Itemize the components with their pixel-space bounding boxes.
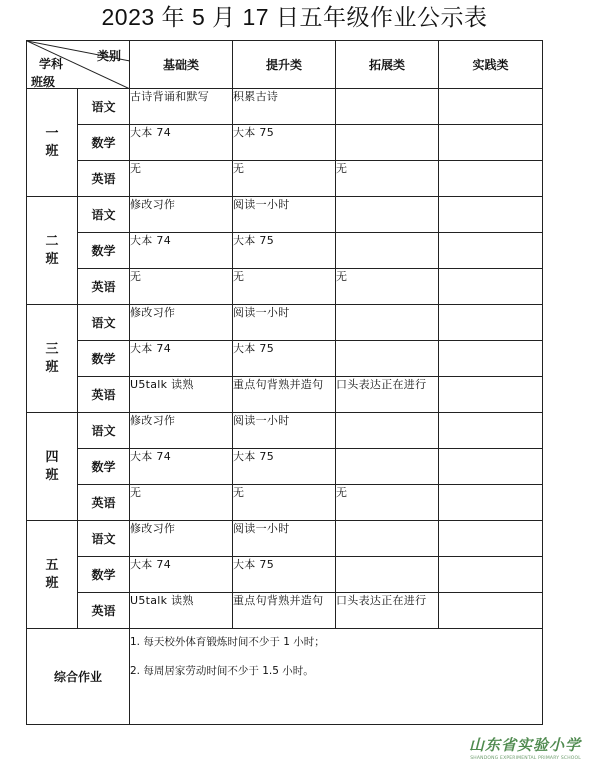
column-header-practice: 实践类 xyxy=(439,41,543,89)
comprehensive-item: 1. 每天校外体育锻炼时间不少于 1 小时； xyxy=(130,636,325,648)
homework-cell: 无 xyxy=(233,485,336,521)
homework-cell xyxy=(336,233,439,269)
class-name-char: 二 xyxy=(45,233,59,249)
subject-cell: 语文 xyxy=(78,305,130,341)
homework-cell xyxy=(439,449,543,485)
class-name-char: 班 xyxy=(45,251,59,267)
homework-cell: 大本 74 xyxy=(130,449,233,485)
subject-cell: 语文 xyxy=(78,89,130,125)
homework-cell: 大本 75 xyxy=(233,233,336,269)
homework-cell: 古诗背诵和默写 xyxy=(130,89,233,125)
subject-cell: 英语 xyxy=(78,269,130,305)
homework-cell: 无 xyxy=(233,269,336,305)
homework-cell xyxy=(439,233,543,269)
subject-cell: 英语 xyxy=(78,377,130,413)
subject-cell: 数学 xyxy=(78,125,130,161)
class-name-char: 班 xyxy=(45,143,59,159)
class-name-char: 班 xyxy=(45,467,59,483)
subject-cell: 数学 xyxy=(78,233,130,269)
column-header-extend: 拓展类 xyxy=(336,41,439,89)
table-row xyxy=(27,413,543,449)
homework-cell: 修改习作 xyxy=(130,305,233,341)
homework-cell xyxy=(439,269,543,305)
class-name-cell xyxy=(27,197,78,305)
corner-class-label: 班级 xyxy=(31,75,56,89)
corner-header xyxy=(27,41,130,89)
homework-cell xyxy=(439,305,543,341)
comprehensive-row xyxy=(27,629,543,725)
school-logo xyxy=(469,734,581,761)
homework-cell xyxy=(439,413,543,449)
homework-cell: 大本 74 xyxy=(130,233,233,269)
homework-cell: 大本 75 xyxy=(233,557,336,593)
class-name-cell xyxy=(27,413,78,521)
table-row xyxy=(27,377,543,413)
column-header-basic: 基础类 xyxy=(130,41,233,89)
homework-cell: 无 xyxy=(130,269,233,305)
homework-cell: 大本 75 xyxy=(233,449,336,485)
homework-cell xyxy=(439,521,543,557)
homework-cell: 重点句背熟并造句 xyxy=(233,593,336,629)
homework-cell xyxy=(336,89,439,125)
table-row xyxy=(27,593,543,629)
homework-cell xyxy=(336,521,439,557)
subject-cell: 数学 xyxy=(78,341,130,377)
table-row xyxy=(27,485,543,521)
table-row xyxy=(27,557,543,593)
table-row xyxy=(27,269,543,305)
homework-cell: U5talk 读熟 xyxy=(130,377,233,413)
homework-cell xyxy=(439,89,543,125)
subject-cell: 英语 xyxy=(78,161,130,197)
homework-table xyxy=(26,40,543,725)
subject-cell: 数学 xyxy=(78,449,130,485)
table-row xyxy=(27,197,543,233)
table-row xyxy=(27,341,543,377)
homework-cell xyxy=(439,485,543,521)
subject-cell: 语文 xyxy=(78,413,130,449)
homework-cell xyxy=(336,557,439,593)
subject-cell: 语文 xyxy=(78,521,130,557)
homework-cell: 口头表达正在进行 xyxy=(336,377,439,413)
homework-cell: 无 xyxy=(336,161,439,197)
homework-cell: 修改习作 xyxy=(130,413,233,449)
homework-cell: 修改习作 xyxy=(130,197,233,233)
table-row xyxy=(27,125,543,161)
subject-cell: 语文 xyxy=(78,197,130,233)
class-name-char: 一 xyxy=(45,125,59,141)
homework-cell: 大本 74 xyxy=(130,557,233,593)
homework-cell: 阅读一小时 xyxy=(233,305,336,341)
table-row xyxy=(27,449,543,485)
class-name-char: 班 xyxy=(45,359,59,375)
homework-cell xyxy=(336,413,439,449)
page-title: 2023 年 5 月 17 日五年级作业公示表 xyxy=(101,4,488,30)
homework-cell xyxy=(439,557,543,593)
subject-cell: 英语 xyxy=(78,485,130,521)
class-name-char: 四 xyxy=(45,449,59,465)
class-name-cell xyxy=(27,89,78,197)
homework-cell: 无 xyxy=(336,269,439,305)
homework-cell xyxy=(336,305,439,341)
comprehensive-label: 综合作业 xyxy=(27,629,130,725)
class-name-cell xyxy=(27,521,78,629)
homework-cell: 重点句背熟并造句 xyxy=(233,377,336,413)
subject-cell: 数学 xyxy=(78,557,130,593)
corner-subject-label: 学科 xyxy=(39,57,64,71)
homework-cell xyxy=(439,197,543,233)
class-name-char: 班 xyxy=(45,575,59,591)
homework-cell: 阅读一小时 xyxy=(233,197,336,233)
homework-cell xyxy=(439,125,543,161)
homework-cell: U5talk 读熟 xyxy=(130,593,233,629)
class-name-char: 三 xyxy=(45,341,59,357)
homework-cell: 无 xyxy=(130,161,233,197)
homework-cell: 阅读一小时 xyxy=(233,413,336,449)
table-row xyxy=(27,233,543,269)
homework-cell: 大本 74 xyxy=(130,125,233,161)
school-logo-english: SHANDONG EXPERIMENTAL PRIMARY SCHOOL xyxy=(470,756,581,761)
homework-cell: 积累古诗 xyxy=(233,89,336,125)
corner-category-label: 类别 xyxy=(96,49,121,63)
class-name-cell xyxy=(27,305,78,413)
homework-cell xyxy=(439,161,543,197)
table-row xyxy=(27,161,543,197)
header-row xyxy=(27,41,543,89)
comprehensive-item: 2. 每周居家劳动时间不少于 1.5 小时。 xyxy=(130,665,314,677)
homework-cell xyxy=(336,449,439,485)
homework-cell: 无 xyxy=(233,161,336,197)
homework-cell xyxy=(439,377,543,413)
homework-cell xyxy=(439,593,543,629)
homework-cell xyxy=(336,197,439,233)
homework-cell: 大本 75 xyxy=(233,125,336,161)
subject-cell: 英语 xyxy=(78,593,130,629)
table-row xyxy=(27,305,543,341)
homework-cell: 修改习作 xyxy=(130,521,233,557)
homework-cell: 大本 75 xyxy=(233,341,336,377)
table-row xyxy=(27,89,543,125)
class-name-char: 五 xyxy=(45,557,59,573)
homework-cell xyxy=(336,341,439,377)
comprehensive-body xyxy=(130,629,543,725)
homework-cell xyxy=(439,341,543,377)
table-row xyxy=(27,521,543,557)
homework-cell: 口头表达正在进行 xyxy=(336,593,439,629)
homework-cell: 大本 74 xyxy=(130,341,233,377)
homework-cell: 阅读一小时 xyxy=(233,521,336,557)
homework-cell xyxy=(336,125,439,161)
column-header-improve: 提升类 xyxy=(233,41,336,89)
homework-cell: 无 xyxy=(130,485,233,521)
homework-cell: 无 xyxy=(336,485,439,521)
school-logo-name: 山东省实验小学 xyxy=(468,736,581,754)
